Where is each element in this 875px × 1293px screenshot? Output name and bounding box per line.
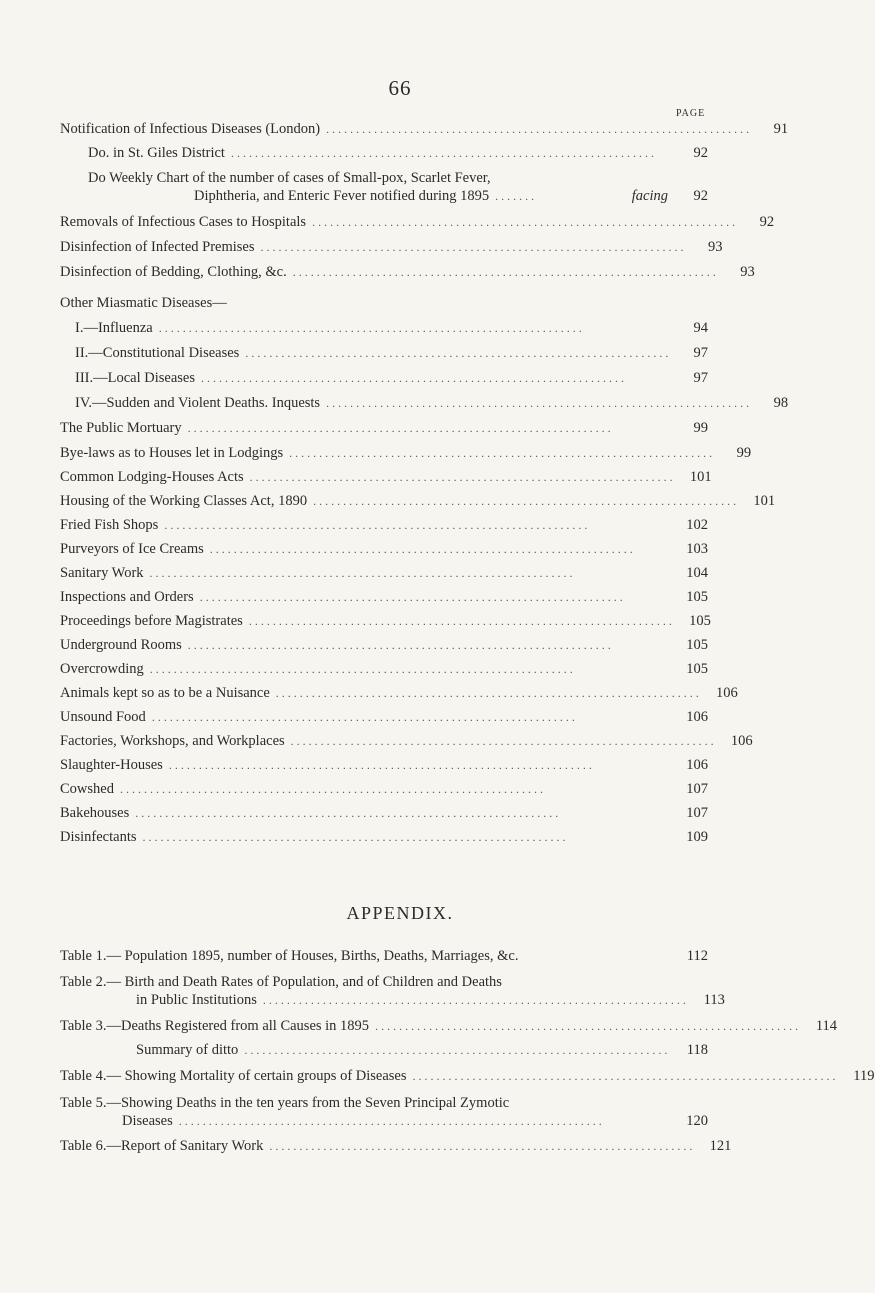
toc-page: 106: [730, 733, 753, 749]
toc-page: 104: [686, 565, 708, 581]
toc-page: 109: [686, 829, 708, 845]
toc-label: Diphtheria, and Enteric Fever notified during 1895: [194, 188, 490, 204]
toc-label: Proceedings before Magistrates: [60, 613, 243, 629]
toc-label: Slaughter-Houses: [60, 757, 163, 773]
toc-page: 92: [693, 188, 708, 204]
toc-entry: Common Lodging-Houses Acts ....................................................................... 101: [60, 469, 712, 485]
toc-label: II.—Constitutional Diseases: [75, 345, 240, 361]
toc-entry: Notification of Infectious Diseases (London) ....................................................................... 91: [60, 121, 789, 137]
toc-page: 102: [686, 517, 708, 533]
toc-label: Overcrowding: [60, 661, 144, 677]
appendix-label: Table 6.—Report of Sanitary Work: [60, 1138, 264, 1154]
toc-page: 105: [686, 589, 708, 605]
toc-entry: II.—Constitutional Diseases ....................................................................... 97: [75, 345, 708, 361]
toc-page: 101: [689, 469, 712, 485]
appendix-entry: Table 4.— Showing Mortality of certain groups of Diseases ....................................................................... 119: [60, 1068, 875, 1084]
toc-entry: Bakehouses ....................................................................... 107: [60, 805, 708, 821]
appendix-page: 121: [709, 1138, 732, 1154]
toc-entry: [88, 170, 708, 187]
toc-label: Disinfection of Bedding, Clothing, &c.: [60, 264, 287, 280]
toc-label: Factories, Workshops, and Workplaces: [60, 733, 285, 749]
toc-page: 106: [686, 757, 708, 773]
appendix-entry: [60, 974, 708, 991]
toc-page: 97: [693, 370, 708, 386]
toc-page: 105: [689, 613, 711, 629]
toc-entry: Animals kept so as to be a Nuisance ....................................................................... 106: [60, 685, 738, 701]
toc-entry: Sanitary Work ....................................................................... 104: [60, 565, 708, 581]
toc-entry: Disinfectants ....................................................................... 109: [60, 829, 708, 845]
toc-label: Underground Rooms: [60, 637, 182, 653]
appendix-page: 113: [703, 992, 725, 1008]
appendix-page: 118: [686, 1042, 708, 1058]
toc-entry: Unsound Food ....................................................................... 106: [60, 709, 708, 725]
toc-page: 105: [686, 637, 708, 653]
toc-page: 107: [686, 805, 708, 821]
toc-page: 105: [686, 661, 708, 677]
toc-entry: Do. in St. Giles District ....................................................................... 92: [60, 145, 708, 162]
toc-entry: Disinfection of Bedding, Clothing, &c. ....................................................................... 93: [60, 264, 755, 280]
toc-page: 98: [773, 395, 789, 411]
toc-entry: IV.—Sudden and Violent Deaths. Inquests ....................................................................... 98: [75, 395, 789, 411]
appendix-label: Table 3.—Deaths Registered from all Causes in 1895: [60, 1018, 370, 1034]
appendix-entry: [60, 1095, 708, 1112]
toc-page: 99: [736, 445, 752, 461]
toc-label: III.—Local Diseases: [75, 370, 195, 386]
toc-label: Sanitary Work: [60, 565, 144, 581]
toc-page: 92: [693, 145, 708, 161]
page-column-header: PAGE: [676, 108, 706, 119]
toc-section-heading: [60, 295, 708, 312]
page-number: 66: [388, 76, 412, 100]
appendix-entry: [60, 948, 708, 965]
toc-entry: Removals of Infectious Cases to Hospitals ....................................................................... 92: [60, 214, 775, 230]
toc-label: Disinfection of Infected Premises: [60, 239, 255, 255]
toc-label: Removals of Infectious Cases to Hospitals: [60, 214, 307, 230]
toc-page: 103: [686, 541, 708, 557]
appendix-label: in Public Institutions: [136, 992, 257, 1008]
toc-entry: I.—Influenza ....................................................................... 94: [75, 320, 708, 336]
appendix-label: Table 1.— Population 1895, number of Houses, Births, Deaths, Marriages, &c.: [60, 948, 519, 964]
toc-facing: facing: [631, 188, 668, 204]
toc-label: Fried Fish Shops: [60, 517, 159, 533]
toc-entry: Factories, Workshops, and Workplaces ....................................................................... 106: [60, 733, 753, 749]
toc-page: 99: [693, 420, 708, 436]
appendix-label: Table 5.—Showing Deaths in the ten years from the Seven Principal Zymotic: [60, 1095, 510, 1111]
toc-label: Do. in St. Giles District: [88, 145, 225, 161]
toc-label: Cowshed: [60, 781, 114, 797]
toc-entry: Diphtheria, and Enteric Fever notified during 1895 ....... facing 92: [194, 188, 708, 204]
toc-page: 93: [707, 239, 723, 255]
toc-label: Animals kept so as to be a Nuisance: [60, 685, 270, 701]
appendix-label: Summary of ditto: [136, 1042, 239, 1058]
toc-label: IV.—Sudden and Violent Deaths. Inquests: [75, 395, 321, 411]
toc-page: 106: [716, 685, 738, 701]
appendix-page: 114: [815, 1018, 838, 1034]
appendix-entry: Table 6.—Report of Sanitary Work ....................................................................... 121: [60, 1138, 732, 1154]
toc-label: Housing of the Working Classes Act, 1890: [60, 493, 308, 509]
toc-entry: Disinfection of Infected Premises ....................................................................... 93: [60, 239, 723, 255]
toc-page: 94: [693, 320, 708, 336]
toc-entry: The Public Mortuary ....................................................................... 99: [60, 420, 708, 436]
appendix-page: 120: [686, 1113, 708, 1129]
toc-entry: Housing of the Working Classes Act, 1890 ....................................................................... 101: [60, 493, 776, 509]
appendix-entry: Table 3.—Deaths Registered from all Causes in 1895 ....................................................................... 114: [60, 1018, 838, 1034]
toc-label: Unsound Food: [60, 709, 146, 725]
toc-label: Bakehouses: [60, 805, 130, 821]
appendix-label: Table 2.— Birth and Death Rates of Population, and of Children and Deaths: [60, 974, 502, 990]
toc-page: 93: [740, 264, 755, 280]
toc-entry: Bye-laws as to Houses let in Lodgings ....................................................................... 99: [60, 445, 752, 461]
toc-page: 107: [686, 781, 708, 797]
appendix-entry: Diseases ....................................................................... 120: [122, 1113, 708, 1129]
toc-entry: Slaughter-Houses ....................................................................... 106: [60, 757, 708, 773]
toc-label: The Public Mortuary: [60, 420, 182, 436]
appendix-label: Diseases: [122, 1113, 173, 1129]
toc-page: 92: [759, 214, 775, 230]
toc-label: Other Miasmatic Diseases—: [60, 295, 227, 311]
toc-entry: Cowshed ....................................................................... 107: [60, 781, 708, 797]
toc-label: Inspections and Orders: [60, 589, 194, 605]
toc-page: 101: [753, 493, 776, 509]
toc-entry: Overcrowding ....................................................................... 105: [60, 661, 708, 677]
appendix-entry: Summary of ditto ....................................................................... 118: [136, 1042, 708, 1058]
toc-label: Disinfectants: [60, 829, 137, 845]
appendix-entry: in Public Institutions ....................................................................... 113: [136, 992, 725, 1008]
toc-page: 97: [693, 345, 708, 361]
appendix-label: Table 4.— Showing Mortality of certain groups of Diseases: [60, 1068, 407, 1084]
toc-entry: Inspections and Orders ....................................................................... 105: [60, 589, 708, 605]
appendix-page: 119: [853, 1068, 875, 1084]
toc-label: I.—Influenza: [75, 320, 153, 336]
toc-page: 91: [773, 121, 789, 137]
toc-entry: III.—Local Diseases ....................................................................... 97: [75, 370, 708, 386]
toc-label: Notification of Infectious Diseases (London): [60, 121, 321, 137]
toc-label: Bye-laws as to Houses let in Lodgings: [60, 445, 284, 461]
toc-label: Purveyors of Ice Creams: [60, 541, 204, 557]
toc-entry: Purveyors of Ice Creams ....................................................................... 103: [60, 541, 708, 557]
appendix-title: APPENDIX.: [346, 903, 454, 923]
toc-page: 106: [686, 709, 708, 725]
toc-entry: Fried Fish Shops ....................................................................... 102: [60, 517, 708, 533]
toc-label: Do Weekly Chart of the number of cases of Small-pox, Scarlet Fever,: [88, 170, 491, 186]
toc-label: Common Lodging-Houses Acts: [60, 469, 244, 485]
toc-entry: Proceedings before Magistrates ....................................................................... 105: [60, 613, 711, 629]
toc-entry: Underground Rooms ....................................................................... 105: [60, 637, 708, 653]
appendix-page: 112: [686, 948, 708, 964]
